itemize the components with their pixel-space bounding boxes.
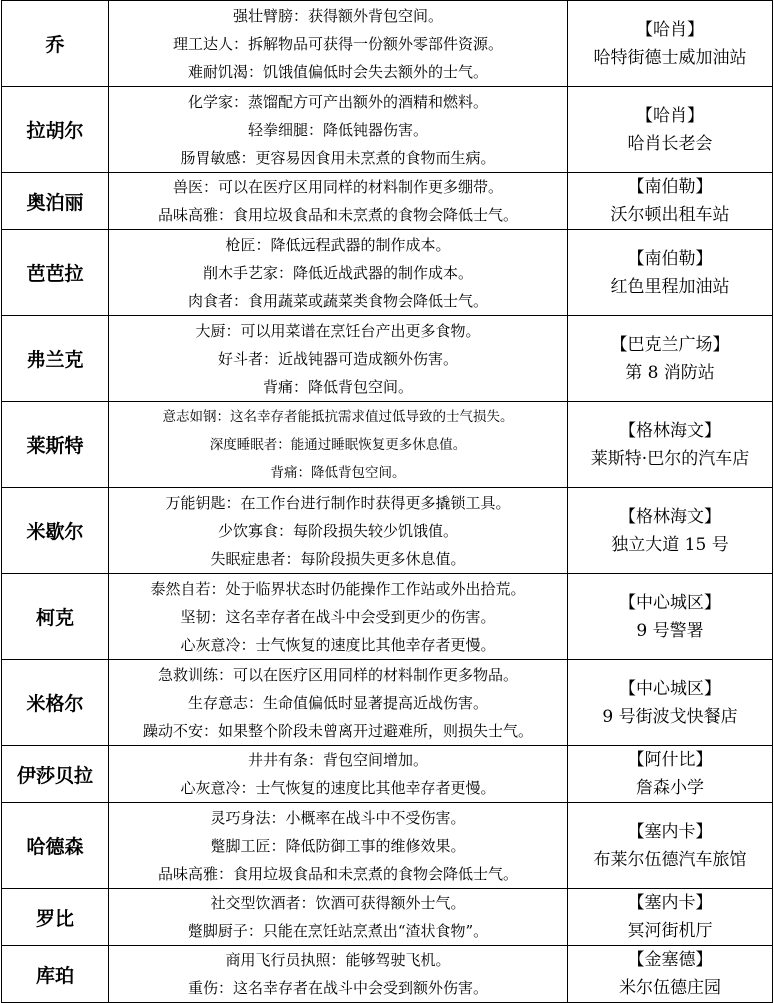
survivor-name: 伊莎贝拉	[2, 746, 109, 803]
location-label: 冥河街机厅	[627, 921, 713, 941]
trait-line: 化学家：蒸馏配方可产出额外的酒精和燃料。	[187, 92, 488, 111]
trait-line: 蹩脚工匠：降低防御工事的维修效果。	[210, 836, 466, 855]
trait-line: 深度睡眠者：能通过睡眠恢复更多休息值。	[209, 436, 467, 453]
trait-list	[109, 889, 568, 946]
table-row	[2, 173, 773, 230]
table-row	[2, 803, 773, 889]
table-row	[2, 574, 773, 660]
region-label: 【格林海文】	[619, 506, 721, 527]
trait-list	[109, 660, 568, 746]
trait-line: 削木手艺家：降低近战武器的制作成本。	[202, 263, 473, 282]
trait-line: 难耐饥渴：饥饿值偏低时会失去额外的士气。	[187, 62, 488, 81]
survivor-table	[1, 0, 773, 1003]
trait-line: 井井有条：背包空间增加。	[247, 751, 428, 769]
trait-line: 躁动不安：如果整个阶段未曾离开过避难所，则损失士气。	[142, 721, 533, 740]
survivor-name: 米格尔	[2, 660, 109, 746]
location-label: 9 号警署	[636, 620, 704, 641]
survivor-name: 哈德森	[2, 803, 109, 889]
location-label: 9 号街波戈快餐店	[602, 706, 738, 727]
trait-line: 生存意志：生命值偏低时显著提高近战伤害。	[187, 693, 488, 712]
survivor-name: 奥泊丽	[2, 173, 109, 230]
location-cell	[568, 316, 773, 402]
trait-line: 好斗者：近战钝器可造成额外伤害。	[217, 349, 458, 368]
region-label: 【中心城区】	[619, 678, 721, 699]
trait-line: 急救训练：可以在医疗区用同样的材料制作更多物品。	[157, 665, 518, 684]
region-label: 【阿什比】	[627, 750, 713, 770]
table-row	[2, 316, 773, 402]
table-row	[2, 87, 773, 173]
survivor-name: 柯克	[2, 574, 109, 660]
region-label: 【金塞德】	[627, 950, 713, 970]
table-row	[2, 946, 773, 1003]
region-label: 【中心城区】	[619, 592, 721, 613]
trait-line: 商用飞行员执照：能够驾驶飞机。	[225, 951, 451, 969]
trait-line: 大厨：可以用菜谱在烹饪台产出更多食物。	[195, 321, 481, 340]
survivor-name: 库珀	[2, 946, 109, 1003]
region-label: 【南伯勒】	[627, 248, 713, 269]
location-cell	[568, 87, 773, 173]
location-cell	[568, 803, 773, 889]
trait-line: 泰然自若：处于临界状态时仍能操作工作站或外出拾荒。	[150, 579, 526, 598]
trait-line: 社交型饮酒者：饮酒可获得额外士气。	[210, 894, 466, 912]
trait-line: 心灰意冷：士气恢复的速度比其他幸存者更慢。	[180, 779, 496, 797]
location-cell	[568, 946, 773, 1003]
location-label: 第 8 消防站	[625, 362, 715, 383]
trait-line: 意志如钢：这名幸存者能抵抗需求值过低导致的士气损失。	[162, 408, 514, 425]
trait-line: 少饮寡食：每阶段损失较少饥饿值。	[217, 521, 458, 540]
trait-line: 枪匠：降低远程武器的制作成本。	[225, 235, 451, 254]
table-row	[2, 488, 773, 574]
trait-line: 失眠症患者：每阶段损失更多休息值。	[210, 549, 466, 568]
region-label: 【塞内卡】	[627, 893, 713, 913]
trait-line: 兽医：可以在医疗区用同样的材料制作更多绷带。	[172, 178, 503, 196]
trait-line: 品味高雅：食用垃圾食品和未烹煮的食物会降低士气。	[157, 206, 518, 224]
trait-line: 坚韧：这名幸存者在战斗中会受到更少的伤害。	[180, 607, 496, 626]
location-label: 哈特街德士威加油站	[593, 47, 747, 68]
table-row	[2, 1, 773, 87]
trait-list	[109, 230, 568, 316]
trait-list	[109, 1, 568, 87]
location-label: 独立大道 15 号	[611, 534, 729, 555]
trait-line: 灵巧身法：小概率在战斗中不受伤害。	[210, 808, 466, 827]
trait-line: 重伤：这名幸存者在战斗中会受到额外伤害。	[187, 979, 488, 997]
location-cell	[568, 574, 773, 660]
location-cell	[568, 230, 773, 316]
region-label: 【塞内卡】	[627, 821, 713, 842]
survivor-name: 乔	[2, 1, 109, 87]
location-cell	[568, 746, 773, 803]
location-label: 詹森小学	[636, 778, 704, 798]
location-label: 哈肖长老会	[627, 133, 713, 154]
survivor-name: 芭芭拉	[2, 230, 109, 316]
trait-line: 品味高雅：食用垃圾食品和未烹煮的食物会降低士气。	[157, 864, 518, 883]
trait-list	[109, 746, 568, 803]
location-cell	[568, 173, 773, 230]
region-label: 【哈肖】	[636, 19, 704, 40]
region-label: 【巴克兰广场】	[610, 334, 730, 355]
table-row	[2, 660, 773, 746]
trait-line: 轻拳细腿：降低钝器伤害。	[247, 120, 428, 139]
survivor-name: 米歇尔	[2, 488, 109, 574]
trait-list	[109, 173, 568, 230]
trait-list	[109, 488, 568, 574]
trait-line: 蹩脚厨子：只能在烹饪站烹煮出“渣状食物”。	[187, 922, 489, 940]
region-label: 【哈肖】	[636, 105, 704, 126]
region-label: 【格林海文】	[619, 420, 721, 441]
survivor-name: 莱斯特	[2, 402, 109, 488]
trait-list	[109, 316, 568, 402]
trait-line: 背痛：降低背包空间。	[270, 464, 406, 481]
trait-list	[109, 402, 568, 488]
location-cell	[568, 1, 773, 87]
location-label: 红色里程加油站	[610, 276, 730, 297]
trait-line: 背痛：降低背包空间。	[262, 377, 413, 396]
trait-line: 理工达人：拆解物品可获得一份额外零部件资源。	[172, 34, 503, 53]
trait-list	[109, 946, 568, 1003]
location-cell	[568, 402, 773, 488]
trait-list	[109, 87, 568, 173]
location-cell	[568, 889, 773, 946]
trait-line: 万能钥匙：在工作台进行制作时获得更多撬锁工具。	[165, 493, 511, 512]
region-label: 【南伯勒】	[627, 177, 713, 197]
location-cell	[568, 660, 773, 746]
table-row	[2, 889, 773, 946]
location-label: 莱斯特·巴尔的汽车店	[590, 448, 750, 469]
table-row	[2, 402, 773, 488]
location-cell	[568, 488, 773, 574]
trait-line: 肠胃敏感：更容易因食用未烹煮的食物而生病。	[180, 148, 496, 167]
trait-line: 强壮臂膀：获得额外背包空间。	[232, 6, 443, 25]
trait-line: 肉食者：食用蔬菜或蔬菜类食物会降低士气。	[187, 291, 488, 310]
survivor-name: 拉胡尔	[2, 87, 109, 173]
table-row	[2, 746, 773, 803]
trait-line: 心灰意冷：士气恢复的速度比其他幸存者更慢。	[180, 635, 496, 654]
trait-list	[109, 803, 568, 889]
table-row	[2, 230, 773, 316]
survivor-name: 罗比	[2, 889, 109, 946]
location-label: 布莱尔伍德汽车旅馆	[593, 849, 747, 870]
survivor-name: 弗兰克	[2, 316, 109, 402]
location-label: 沃尔顿出租车站	[610, 205, 730, 225]
location-label: 米尔伍德庄园	[619, 978, 721, 998]
trait-list	[109, 574, 568, 660]
